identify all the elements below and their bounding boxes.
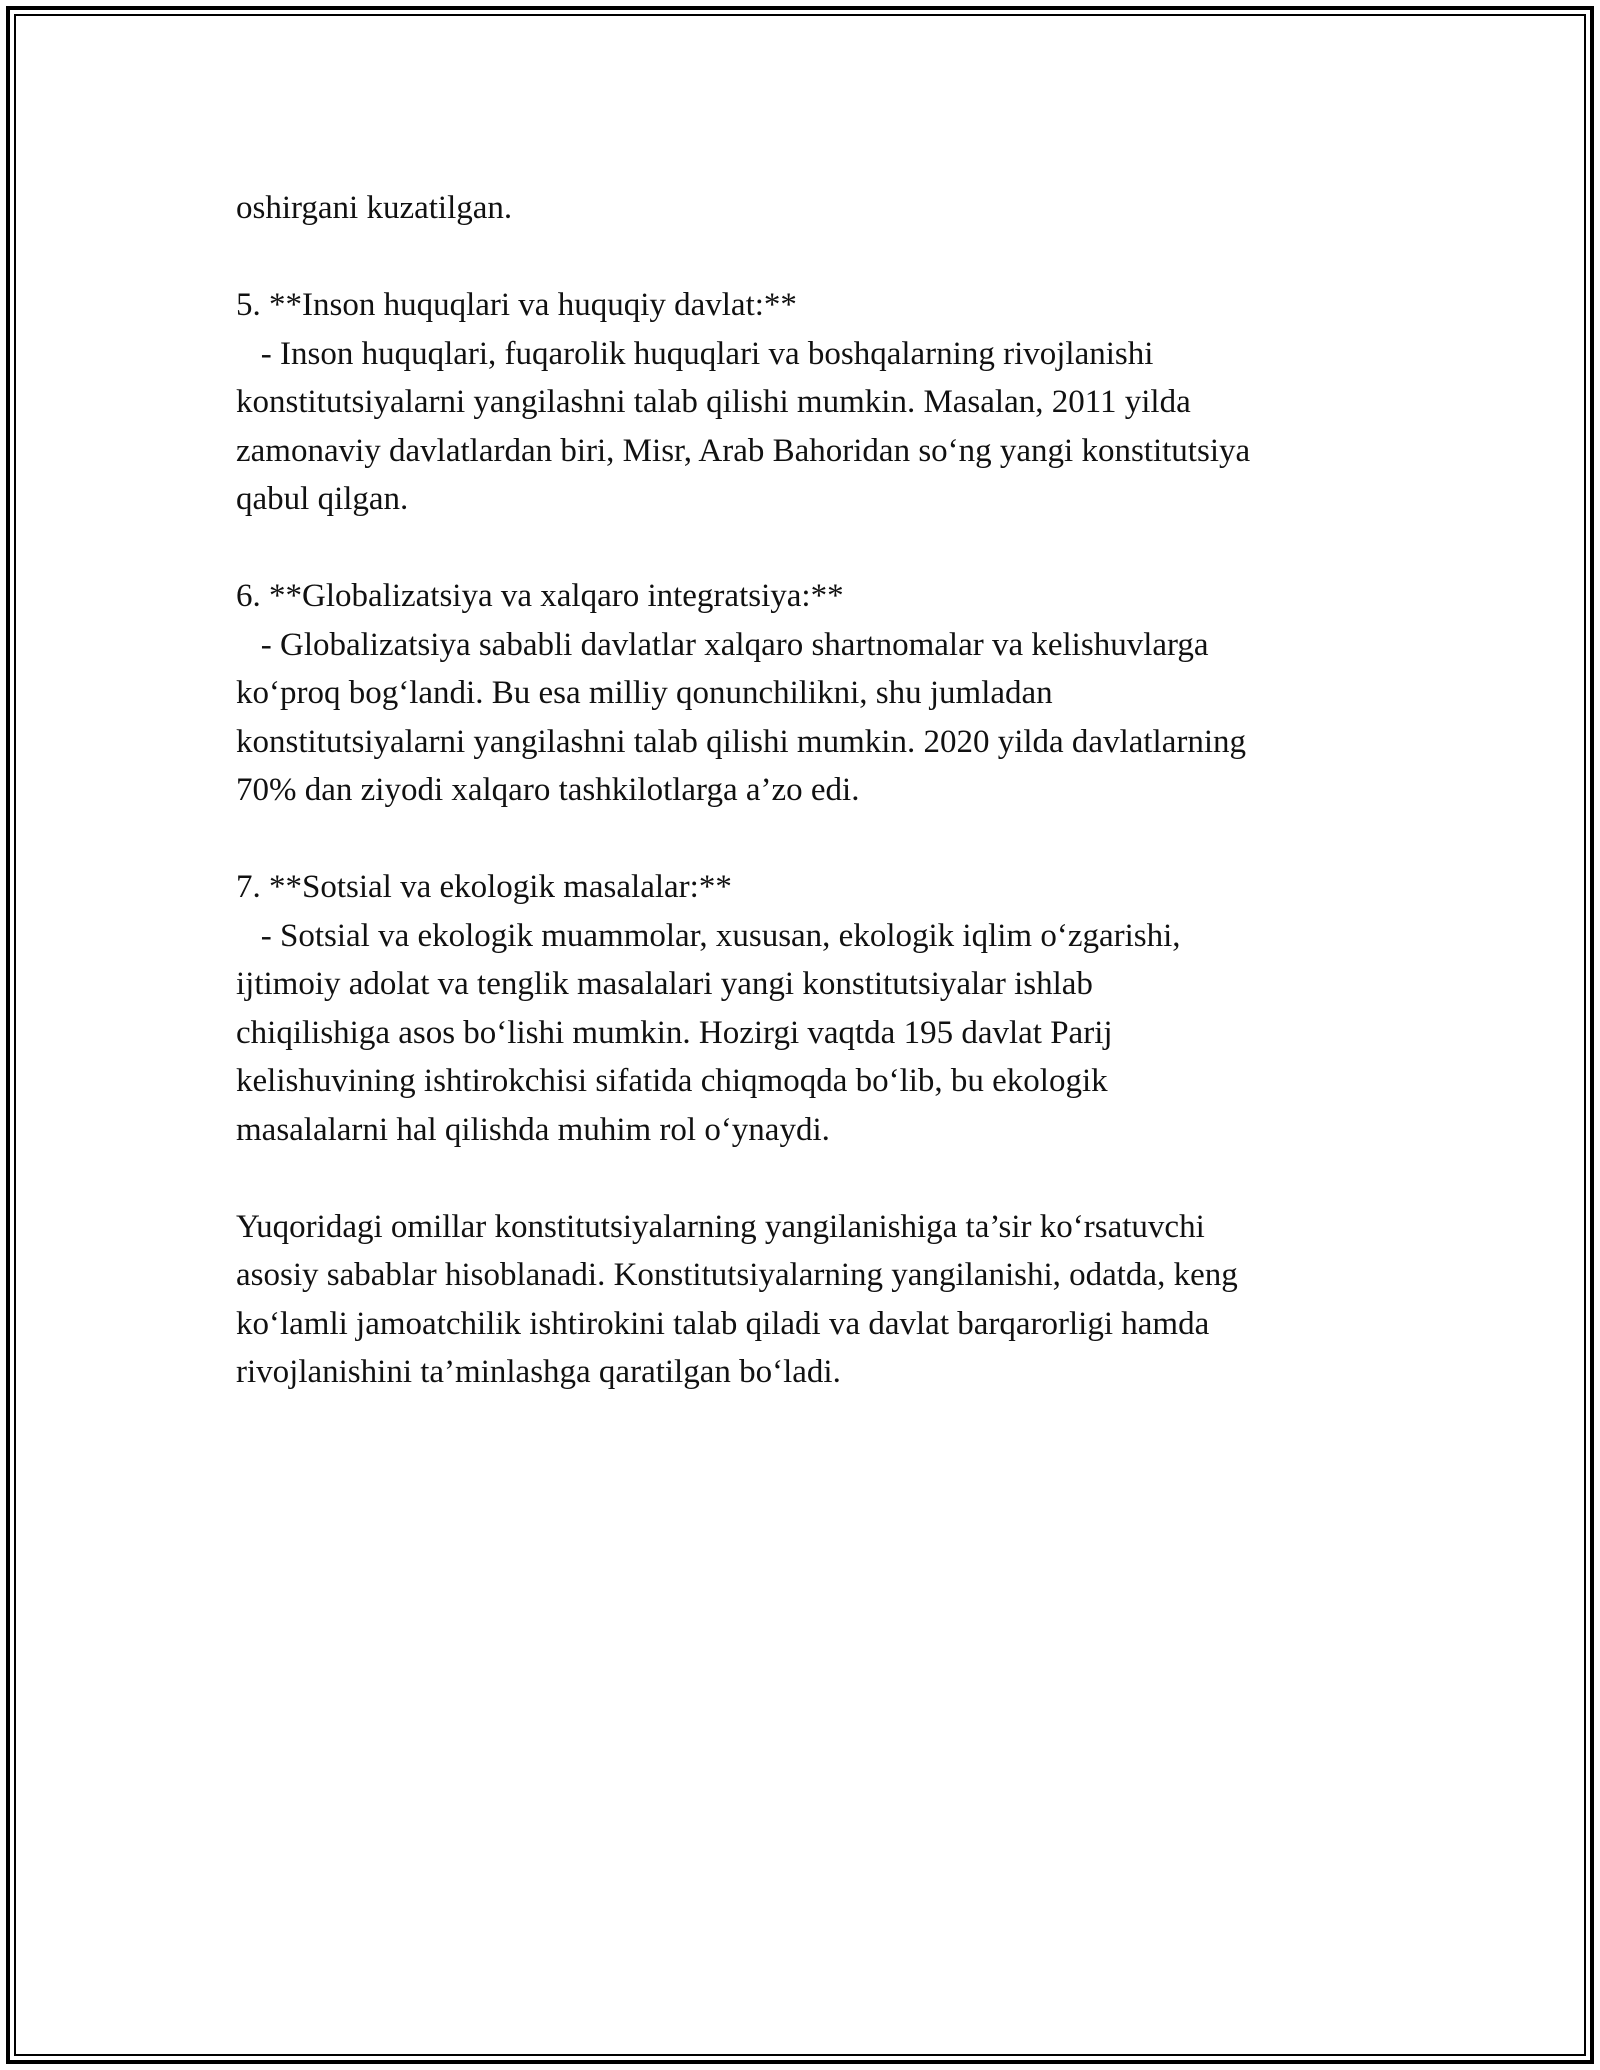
section-7 — [236, 863, 1386, 1154]
section-line: - Globalizatsiya sababli davlatlar xalqaro shartnomalar va kelishuvlarga — [236, 626, 1209, 663]
conclusion-paragraph — [236, 1203, 1386, 1397]
section-line: kelishuvining ishtirokchisi sifatida chiqmoqda bo‘lib, bu ekologik — [236, 1063, 1108, 1099]
section-line: konstitutsiyalarni yangilashni talab qilishi mumkin. Masalan, 2011 yilda — [236, 384, 1191, 420]
section-line: - Inson huquqlari, fuqarolik huquqlari va boshqalarning rivojlanishi — [236, 335, 1154, 372]
section-line: masalalarni hal qilishda muhim rol o‘ynaydi. — [236, 1111, 830, 1148]
section-line: - Sotsial va ekologik muammolar, xususan, ekologik iqlim o‘zgarishi, — [236, 917, 1181, 954]
conclusion-line: ko‘lamli jamoatchilik ishtirokini talab qiladi va davlat barqarorligi hamda — [236, 1305, 1210, 1342]
conclusion-line: Yuqoridagi omillar konstitutsiyalarning yangilanishiga ta’sir ko‘rsatuvchi — [236, 1208, 1205, 1245]
section-line: qabul qilgan. — [236, 481, 409, 517]
section-line: 70% dan ziyodi xalqaro tashkilotlarga a’zo edi. — [236, 772, 860, 808]
paragraph-gap — [236, 815, 1386, 864]
section-heading: 6. **Globalizatsiya va xalqaro integratsiya:** — [236, 578, 844, 614]
section-5 — [236, 281, 1386, 524]
section-line: konstitutsiyalarni yangilashni talab qilishi mumkin. 2020 yilda davlatlarning — [236, 723, 1247, 760]
conclusion-line: asosiy sabablar hisoblanadi. Konstitutsiyalarning yangilanishi, odatda, keng — [236, 1257, 1238, 1293]
section-heading: 7. **Sotsial va ekologik masalalar:** — [236, 869, 732, 905]
section-heading: 5. **Inson huquqlari va huquqiy davlat:** — [236, 287, 797, 323]
paragraph-gap — [236, 233, 1386, 282]
section-line: zamonaviy davlatlardan biri, Misr, Arab Bahoridan so‘ng yangi konstitutsiya — [236, 432, 1251, 469]
continuation-line: oshirgani kuzatilgan. — [236, 190, 513, 226]
section-6 — [236, 572, 1386, 815]
section-line: chiqilishiga asos bo‘lishi mumkin. Hozirgi vaqtda 195 davlat Parij — [236, 1014, 1113, 1051]
section-line: ijtimoiy adolat va tenglik masalalari yangi konstitutsiyalar ishlab — [236, 966, 1093, 1002]
paragraph-gap — [236, 1154, 1386, 1203]
conclusion-line: rivojlanishini ta’minlashga qaratilgan bo‘ladi. — [236, 1354, 841, 1390]
section-line: ko‘proq bog‘landi. Bu esa milliy qonunchilikni, shu jumladan — [236, 675, 1053, 711]
paragraph-gap — [236, 524, 1386, 573]
document-body — [236, 184, 1386, 1397]
